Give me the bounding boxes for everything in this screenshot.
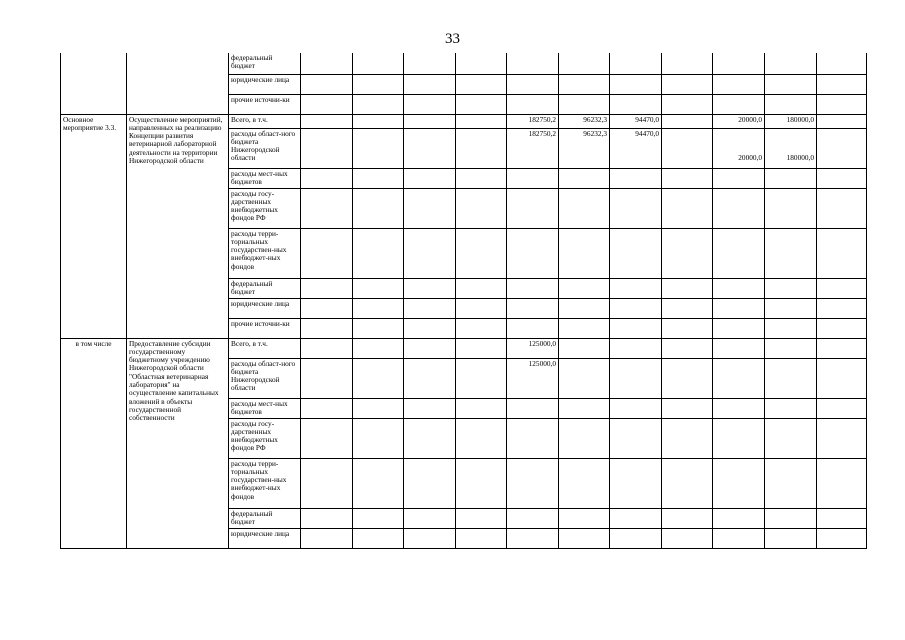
value-cell	[507, 228, 559, 278]
value-cell	[404, 53, 456, 74]
value-cell	[662, 418, 713, 458]
value-cell	[662, 114, 713, 128]
value-cell	[559, 508, 610, 528]
value-cell	[713, 458, 765, 508]
value-cell	[507, 318, 559, 338]
value-cell: 182750,2	[507, 114, 559, 128]
page-number: 33	[445, 31, 460, 47]
value-cell	[610, 318, 662, 338]
value-cell	[765, 168, 817, 188]
value-cell	[610, 278, 662, 298]
value-cell	[765, 508, 817, 528]
value-cell	[404, 74, 456, 94]
value-cell	[507, 298, 559, 318]
value-cell	[301, 398, 353, 418]
value-cell	[817, 318, 867, 338]
value-cell	[610, 74, 662, 94]
funding-source-cell: расходы терри-ториальных государствен-ных внебюджет-ных фондов	[229, 228, 301, 278]
value-cell	[817, 94, 867, 114]
value-cell	[559, 398, 610, 418]
value-cell	[610, 458, 662, 508]
value-cell	[765, 458, 817, 508]
value-cell	[559, 418, 610, 458]
value-cell	[610, 168, 662, 188]
value-cell	[456, 94, 507, 114]
value-cell	[404, 188, 456, 228]
value-cell	[353, 188, 404, 228]
value-cell	[301, 338, 353, 358]
funding-source-cell: федеральный бюджет	[229, 53, 301, 74]
value-cell	[559, 318, 610, 338]
value-cell	[817, 114, 867, 128]
value-cell	[662, 508, 713, 528]
value-cell	[404, 528, 456, 548]
value-cell	[765, 318, 817, 338]
value-cell: 94470,0	[610, 114, 662, 128]
funding-source-cell: юридические лица	[229, 298, 301, 318]
value-cell	[353, 318, 404, 338]
funding-source-cell: прочие источни-ки	[229, 94, 301, 114]
value-cell	[507, 94, 559, 114]
value-cell	[456, 74, 507, 94]
value-cell	[559, 94, 610, 114]
value-cell	[353, 74, 404, 94]
value-cell	[559, 458, 610, 508]
value-cell	[662, 358, 713, 398]
budget-table-body	[61, 53, 867, 548]
value-cell	[765, 358, 817, 398]
value-cell: 125000,0	[507, 358, 559, 398]
value-cell	[507, 508, 559, 528]
funding-source-cell: расходы мест-ных бюджетов	[229, 168, 301, 188]
value-cell	[765, 398, 817, 418]
value-cell	[301, 188, 353, 228]
value-cell	[507, 168, 559, 188]
value-cell	[456, 114, 507, 128]
value-cell	[662, 128, 713, 168]
value-cell	[301, 53, 353, 74]
value-cell	[662, 458, 713, 508]
value-cell	[713, 418, 765, 458]
value-cell	[817, 228, 867, 278]
value-cell	[353, 298, 404, 318]
value-cell	[353, 114, 404, 128]
value-cell	[353, 94, 404, 114]
funding-source-cell: расходы госу-дарственных внебюджетных фондов РФ	[229, 188, 301, 228]
value-cell	[765, 53, 817, 74]
activity-label-cell: в том числе	[61, 338, 127, 548]
value-cell	[301, 318, 353, 338]
value-cell	[301, 168, 353, 188]
funding-source-cell: федеральный бюджет	[229, 278, 301, 298]
value-cell	[765, 298, 817, 318]
value-cell	[817, 74, 867, 94]
value-cell	[713, 53, 765, 74]
value-cell	[404, 228, 456, 278]
value-cell	[353, 508, 404, 528]
value-cell	[353, 418, 404, 458]
value-cell	[404, 508, 456, 528]
value-cell	[507, 458, 559, 508]
value-cell	[404, 418, 456, 458]
value-cell	[456, 228, 507, 278]
value-cell	[713, 358, 765, 398]
value-cell	[817, 188, 867, 228]
value-cell	[662, 53, 713, 74]
value-cell: 96232,3	[559, 128, 610, 168]
value-cell	[353, 53, 404, 74]
value-cell	[353, 458, 404, 508]
value-cell	[507, 528, 559, 548]
value-cell	[662, 168, 713, 188]
value-cell: 96232,3	[559, 114, 610, 128]
value-cell	[662, 188, 713, 228]
funding-source-cell: юридические лица	[229, 74, 301, 94]
funding-source-cell: юридические лица	[229, 528, 301, 548]
funding-source-cell: Всего, в т.ч.	[229, 338, 301, 358]
value-cell	[662, 278, 713, 298]
value-cell	[301, 128, 353, 168]
value-cell	[301, 228, 353, 278]
value-cell	[817, 128, 867, 168]
activity-name-cell	[127, 53, 229, 114]
funding-source-cell: прочие источни-ки	[229, 318, 301, 338]
value-cell	[404, 128, 456, 168]
value-cell: 20000,0	[713, 128, 765, 168]
value-cell	[817, 418, 867, 458]
value-cell	[713, 74, 765, 94]
value-cell	[456, 338, 507, 358]
value-cell	[713, 228, 765, 278]
value-cell	[559, 74, 610, 94]
funding-source-cell: федеральный бюджет	[229, 508, 301, 528]
value-cell	[559, 188, 610, 228]
funding-source-cell: расходы мест-ных бюджетов	[229, 398, 301, 418]
value-cell	[559, 168, 610, 188]
value-cell	[817, 278, 867, 298]
value-cell: 180000,0	[765, 128, 817, 168]
value-cell	[353, 358, 404, 398]
value-cell	[610, 338, 662, 358]
value-cell	[817, 358, 867, 398]
value-cell	[662, 228, 713, 278]
value-cell	[817, 458, 867, 508]
value-cell	[610, 358, 662, 398]
value-cell	[559, 338, 610, 358]
value-cell: 182750,2	[507, 128, 559, 168]
value-cell	[817, 168, 867, 188]
value-cell	[713, 94, 765, 114]
table-row	[61, 114, 867, 128]
value-cell	[662, 398, 713, 418]
activity-name-cell: Предоставление субсидии государственному бюджетному учреждению Нижегородской области "Областная ветеринарная лаборатория" на осуществление капитальных вложений в объекты государственной собственности	[127, 338, 229, 548]
value-cell	[404, 278, 456, 298]
value-cell	[610, 508, 662, 528]
value-cell	[610, 53, 662, 74]
value-cell	[765, 94, 817, 114]
value-cell	[456, 358, 507, 398]
value-cell	[404, 94, 456, 114]
value-cell	[610, 188, 662, 228]
value-cell	[456, 278, 507, 298]
value-cell	[507, 398, 559, 418]
value-cell	[404, 114, 456, 128]
value-cell	[713, 528, 765, 548]
value-cell	[507, 278, 559, 298]
value-cell: 94470,0	[610, 128, 662, 168]
activity-name-cell: Осуществление мероприятий, направленных на реализацию Концепции развития ветеринарной лабораторной деятельности на территории Нижегородской области	[127, 114, 229, 338]
value-cell: 20000,0	[713, 114, 765, 128]
value-cell	[456, 528, 507, 548]
value-cell	[662, 74, 713, 94]
value-cell	[353, 278, 404, 298]
value-cell	[817, 338, 867, 358]
funding-source-cell: расходы област-ного бюджета Нижегородской области	[229, 358, 301, 398]
value-cell	[662, 298, 713, 318]
value-cell	[353, 398, 404, 418]
value-cell	[610, 228, 662, 278]
value-cell	[817, 528, 867, 548]
funding-source-cell: расходы област-ного бюджета Нижегородской области	[229, 128, 301, 168]
value-cell	[507, 418, 559, 458]
value-cell	[559, 228, 610, 278]
value-cell	[456, 508, 507, 528]
budget-table	[60, 53, 867, 549]
value-cell	[353, 528, 404, 548]
value-cell	[765, 188, 817, 228]
value-cell	[301, 114, 353, 128]
value-cell	[353, 228, 404, 278]
value-cell	[404, 168, 456, 188]
value-cell	[353, 128, 404, 168]
value-cell	[301, 358, 353, 398]
value-cell	[713, 188, 765, 228]
value-cell	[301, 508, 353, 528]
value-cell	[559, 528, 610, 548]
value-cell	[456, 128, 507, 168]
value-cell	[301, 278, 353, 298]
value-cell	[456, 188, 507, 228]
funding-source-cell: Всего, в т.ч.	[229, 114, 301, 128]
value-cell	[610, 528, 662, 548]
activity-label-cell	[61, 53, 127, 114]
value-cell	[404, 358, 456, 398]
value-cell	[353, 168, 404, 188]
value-cell	[456, 318, 507, 338]
value-cell	[559, 298, 610, 318]
value-cell	[456, 53, 507, 74]
value-cell	[713, 298, 765, 318]
value-cell	[507, 53, 559, 74]
value-cell	[456, 418, 507, 458]
activity-label-cell: Основное мероприятие 3.3.	[61, 114, 127, 338]
value-cell	[662, 338, 713, 358]
value-cell	[610, 298, 662, 318]
value-cell	[765, 74, 817, 94]
value-cell	[765, 418, 817, 458]
value-cell	[353, 338, 404, 358]
value-cell	[301, 458, 353, 508]
value-cell	[662, 528, 713, 548]
value-cell: 180000,0	[765, 114, 817, 128]
value-cell	[817, 298, 867, 318]
value-cell	[507, 188, 559, 228]
value-cell	[404, 298, 456, 318]
value-cell	[662, 94, 713, 114]
value-cell	[301, 528, 353, 548]
funding-source-cell: расходы терри-ториальных государствен-ных внебюджет-ных фондов	[229, 458, 301, 508]
value-cell	[507, 74, 559, 94]
value-cell	[404, 458, 456, 508]
value-cell	[817, 398, 867, 418]
value-cell	[301, 298, 353, 318]
value-cell	[817, 53, 867, 74]
value-cell	[765, 338, 817, 358]
value-cell	[713, 168, 765, 188]
value-cell	[404, 338, 456, 358]
value-cell	[765, 228, 817, 278]
value-cell	[404, 318, 456, 338]
value-cell	[610, 94, 662, 114]
value-cell	[456, 398, 507, 418]
value-cell	[713, 318, 765, 338]
value-cell	[713, 338, 765, 358]
value-cell	[559, 358, 610, 398]
value-cell	[713, 398, 765, 418]
value-cell	[713, 508, 765, 528]
value-cell: 125000,0	[507, 338, 559, 358]
funding-source-cell: расходы госу-дарственных внебюджетных фондов РФ	[229, 418, 301, 458]
value-cell	[301, 74, 353, 94]
value-cell	[610, 398, 662, 418]
value-cell	[765, 278, 817, 298]
value-cell	[456, 458, 507, 508]
value-cell	[765, 528, 817, 548]
value-cell	[662, 318, 713, 338]
value-cell	[404, 398, 456, 418]
value-cell	[817, 508, 867, 528]
value-cell	[559, 53, 610, 74]
table-row	[61, 338, 867, 358]
value-cell	[456, 298, 507, 318]
value-cell	[713, 278, 765, 298]
value-cell	[610, 418, 662, 458]
value-cell	[301, 418, 353, 458]
value-cell	[301, 94, 353, 114]
value-cell	[456, 168, 507, 188]
table-row	[61, 53, 867, 74]
value-cell	[559, 278, 610, 298]
